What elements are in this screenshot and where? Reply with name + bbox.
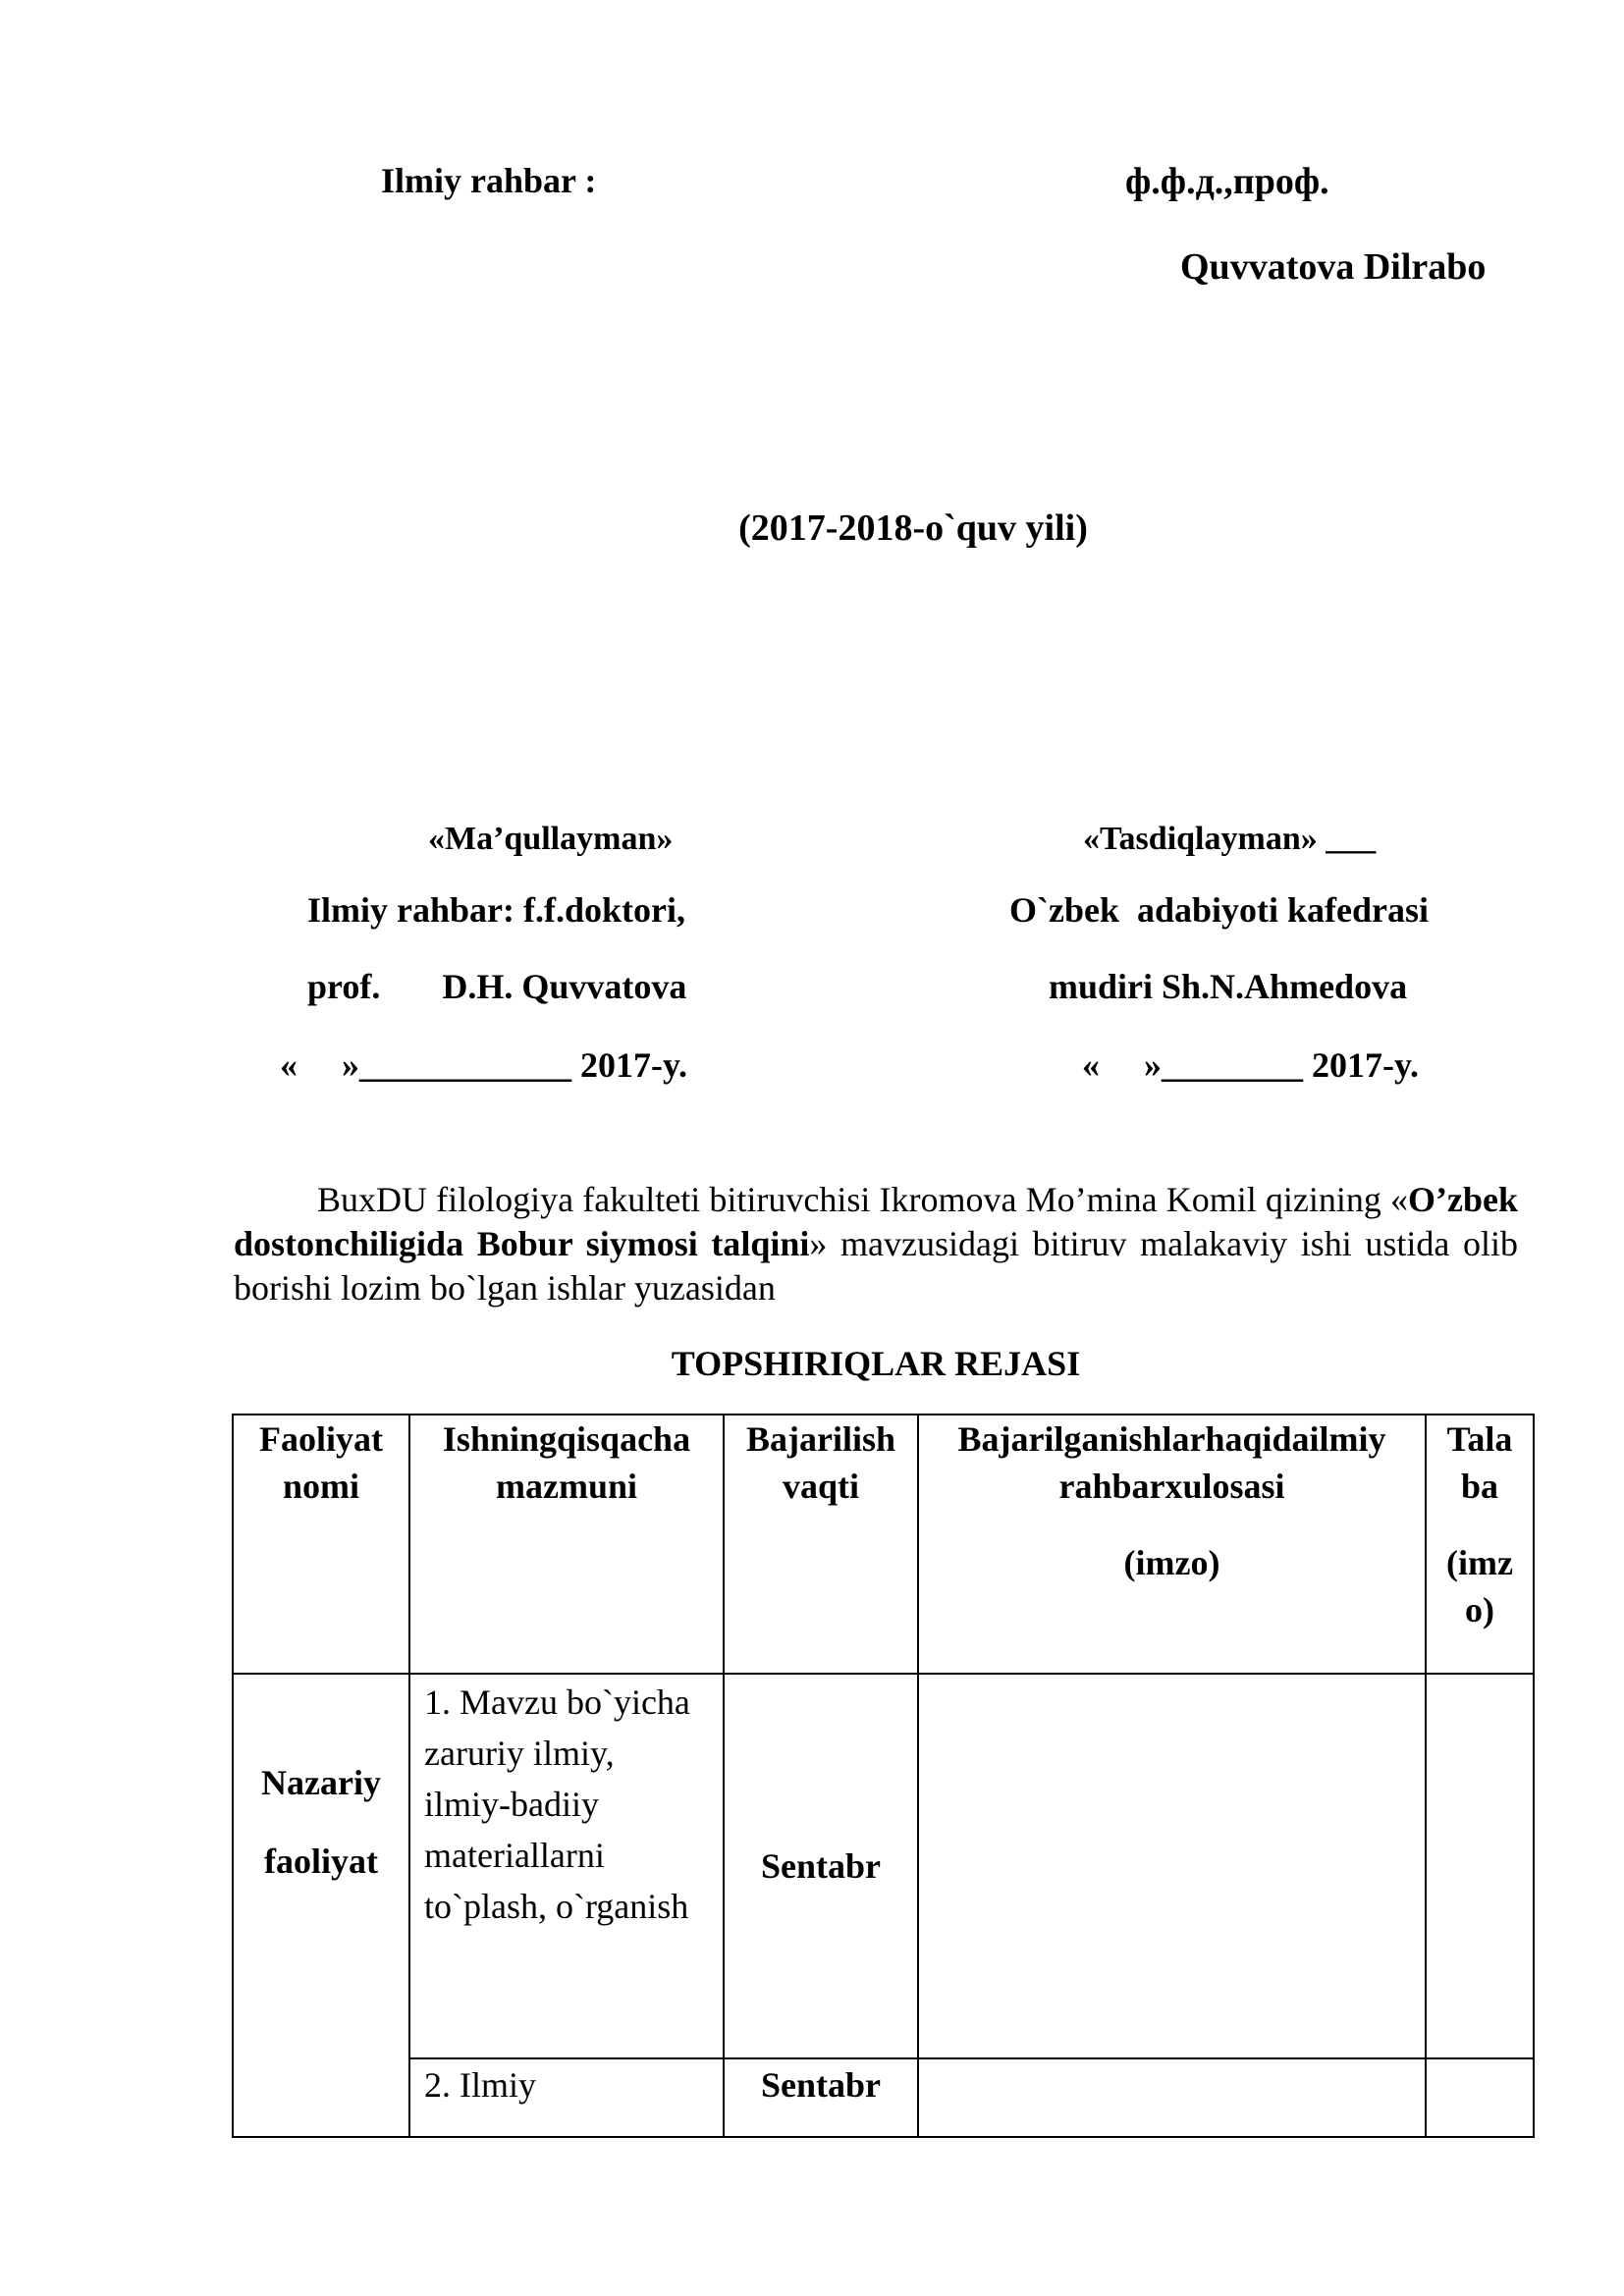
approval-right-date: « »________ 2017-y.	[1082, 1045, 1420, 1085]
approval-left-date: « »____________ 2017-y.	[280, 1045, 688, 1085]
header-supervisor-note: Bajarilganishlarhaqidailmiy rahbarxulosasi (imzo)	[918, 1415, 1426, 1674]
supervisor-name: Quvvatova Dilrabo	[1180, 246, 1487, 288]
row-supervisor-note	[918, 1674, 1426, 2058]
table-row	[233, 2058, 1534, 2137]
approval-left-heading: «Ma’qullayman»	[428, 821, 674, 857]
row-student-sign	[1426, 1674, 1534, 2058]
header-activity: Faoliyat nomi	[233, 1415, 409, 1674]
row-activity: Nazariy faoliyat	[233, 1674, 409, 2137]
header-student-sign: (imz o)	[1446, 1543, 1513, 1629]
row-time: Sentabr	[724, 1674, 918, 2058]
paragraph-topic: O’zbek dostonchiligida Bobur siymosi talqini	[234, 1180, 1518, 1263]
row-content: 1. Mavzu bo`yicha zaruriy ilmiy, ilmiy-badiiy materiallarni to`plash, o`rganish	[409, 1674, 724, 2058]
supervisor-label: Ilmiy rahbar :	[381, 161, 597, 200]
academic-year: (2017-2018-o`quv yili)	[738, 507, 1088, 549]
task-table	[232, 1414, 1535, 2138]
row-content: 2. Ilmiy	[409, 2058, 724, 2137]
header-supervisor-sign: (imzo)	[1123, 1543, 1220, 1582]
row-student-sign	[1426, 2058, 1534, 2137]
supervisor-title: ф.ф.д.,проф.	[1125, 161, 1329, 202]
intro-paragraph	[234, 1178, 1518, 1310]
header-time: Bajarilish vaqti	[724, 1415, 918, 1674]
plan-title: TOPSHIRIQLAR REJASI	[671, 1344, 1081, 1383]
approval-right-line1: O`zbek adabiyoti kafedrasi	[1009, 890, 1430, 930]
table-row	[233, 1674, 1534, 2058]
approval-left-line1: Ilmiy rahbar: f.f.doktori,	[307, 890, 685, 930]
approval-right-line2: mudiri Sh.N.Ahmedova	[1049, 967, 1408, 1006]
row-time: Sentabr	[724, 2058, 918, 2137]
row-supervisor-note	[918, 2058, 1426, 2137]
approval-left-line2: prof. D.H. Quvvatova	[307, 967, 687, 1006]
header-student: Tala ba (imz o)	[1426, 1415, 1534, 1674]
table-header-row	[233, 1415, 1534, 1674]
approval-right-heading: «Tasdiqlayman» ___	[1083, 821, 1377, 857]
paragraph-before: BuxDU filologiya fakulteti bitiruvchisi Ikromova Mo’mina Komil qizining «	[317, 1180, 1408, 1219]
header-content: Ishningqisqacha mazmuni	[409, 1415, 724, 1674]
paragraph-after: » mavzusidagi bitiruv malakaviy ishi ustida olib borishi lozim bo`lgan ishlar yuzasidan	[234, 1224, 1518, 1308]
